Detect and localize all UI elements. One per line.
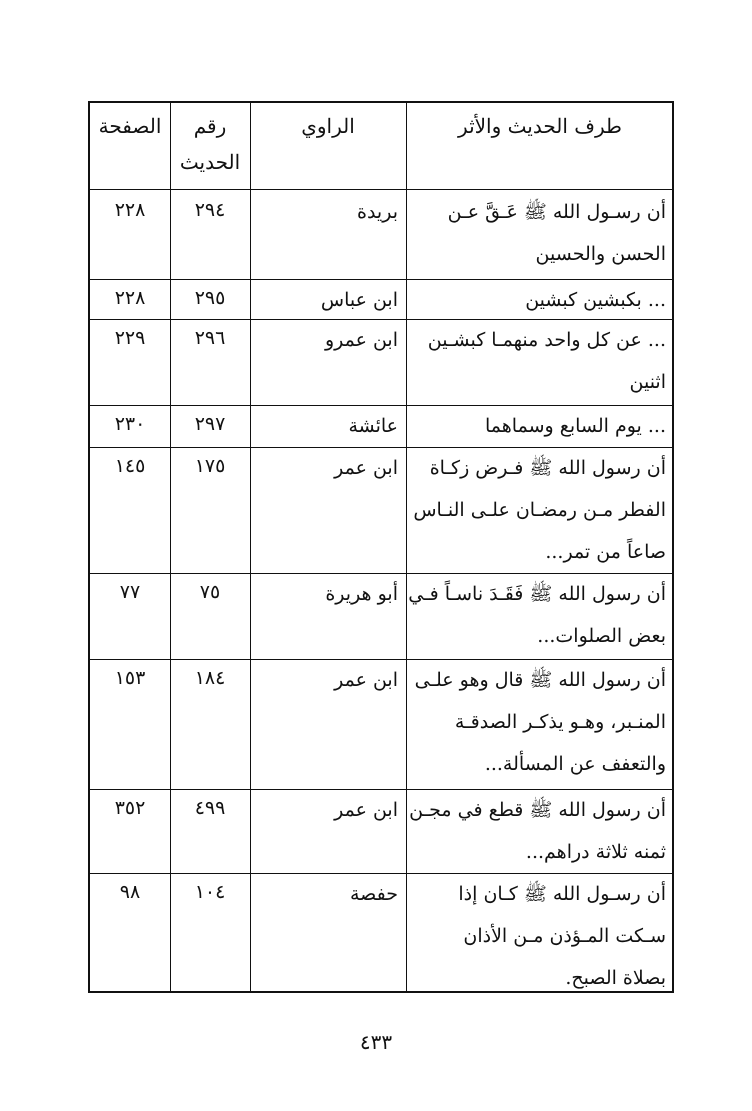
- table-row-number: ٤٩٩: [194, 797, 226, 819]
- table-row-page: ١٤٥: [114, 455, 146, 477]
- table-row-page: ٢٢٨: [114, 287, 146, 309]
- table-row-number: ٢٩٥: [194, 287, 226, 309]
- table-row-number: ٢٩٧: [194, 413, 226, 435]
- header-page: الصفحة: [98, 114, 162, 138]
- table-row-number: ٧٥: [199, 581, 221, 603]
- table-row-text: أن رسول الله ﷺ قطع في مجـن ثمنه ثلاثة دراهم...: [409, 799, 666, 863]
- table-row-number: ١٧٥: [194, 455, 226, 477]
- table-row-text: أن رسـول الله ﷺ كـان إذا سـكت المـؤذن مـن الأذان بصلاة الصبح.: [458, 883, 666, 989]
- table-row-page: ٢٢٨: [114, 199, 146, 221]
- table-row-number: ٢٩٦: [194, 327, 226, 349]
- header-hadith: طرف الحديث والأثر: [458, 114, 622, 138]
- table-row-page: ٩٨: [119, 881, 141, 903]
- row-divider: [90, 189, 672, 190]
- header-number-line2: الحديث: [179, 150, 241, 174]
- table-row-text: أن رسول الله ﷺ فـرض زكـاة الفطر مـن رمضـان علـى النـاس صاعاً من تمر...: [413, 457, 666, 563]
- table-row-text: أن رسول الله ﷺ فَقَـدَ ناسـاً فـي بعض الصلوات...: [408, 583, 666, 647]
- header-narrator: الراوي: [301, 114, 355, 138]
- table-row-narrator: ابن عمر: [334, 457, 398, 479]
- table-row-page: ١٥٣: [114, 667, 146, 689]
- table-row-text: أن رسـول الله ﷺ عَـقَّ عـن الحسن والحسين: [447, 201, 666, 265]
- table-row-text: أن رسول الله ﷺ قال وهو علـى المنـبر، وهـو يذكـر الصدقـة والتعفف عن المسألة...: [414, 669, 666, 775]
- table-row-text: ... يوم السابع وسماهما: [485, 415, 666, 437]
- table-row-number: ١٨٤: [194, 667, 226, 689]
- table-row-page: ٧٧: [119, 581, 141, 603]
- table-row-narrator: أبو هريرة: [325, 583, 398, 605]
- table-row-number: ٢٩٤: [194, 199, 226, 221]
- table-row-narrator: ابن عمرو: [324, 329, 398, 351]
- hadith-index-table: [88, 101, 674, 993]
- table-row-narrator: ابن عمر: [334, 799, 398, 821]
- header-number-line1: رقم: [193, 114, 227, 138]
- table-row-narrator: حفصة: [349, 883, 398, 905]
- column-divider: [170, 103, 171, 991]
- column-divider: [406, 103, 407, 991]
- column-divider: [250, 103, 251, 991]
- table-row-narrator: ابن عباس: [320, 289, 398, 311]
- table-row-number: ١٠٤: [194, 881, 226, 903]
- table-row-narrator: ابن عمر: [334, 669, 398, 691]
- table-row-page: ٢٣٠: [114, 413, 146, 435]
- table-row-narrator: بريدة: [357, 201, 398, 223]
- table-row-narrator: عائشة: [348, 415, 398, 437]
- table-row-page: ٣٥٢: [114, 797, 146, 819]
- table-row-page: ٢٢٩: [114, 327, 146, 349]
- table-row-text: ... عن كل واحد منهمـا كبشـين اثنين: [427, 329, 666, 393]
- table-row-text: ... بكبشين كبشين: [525, 289, 666, 311]
- page-number: ٤٣٣: [359, 1030, 393, 1054]
